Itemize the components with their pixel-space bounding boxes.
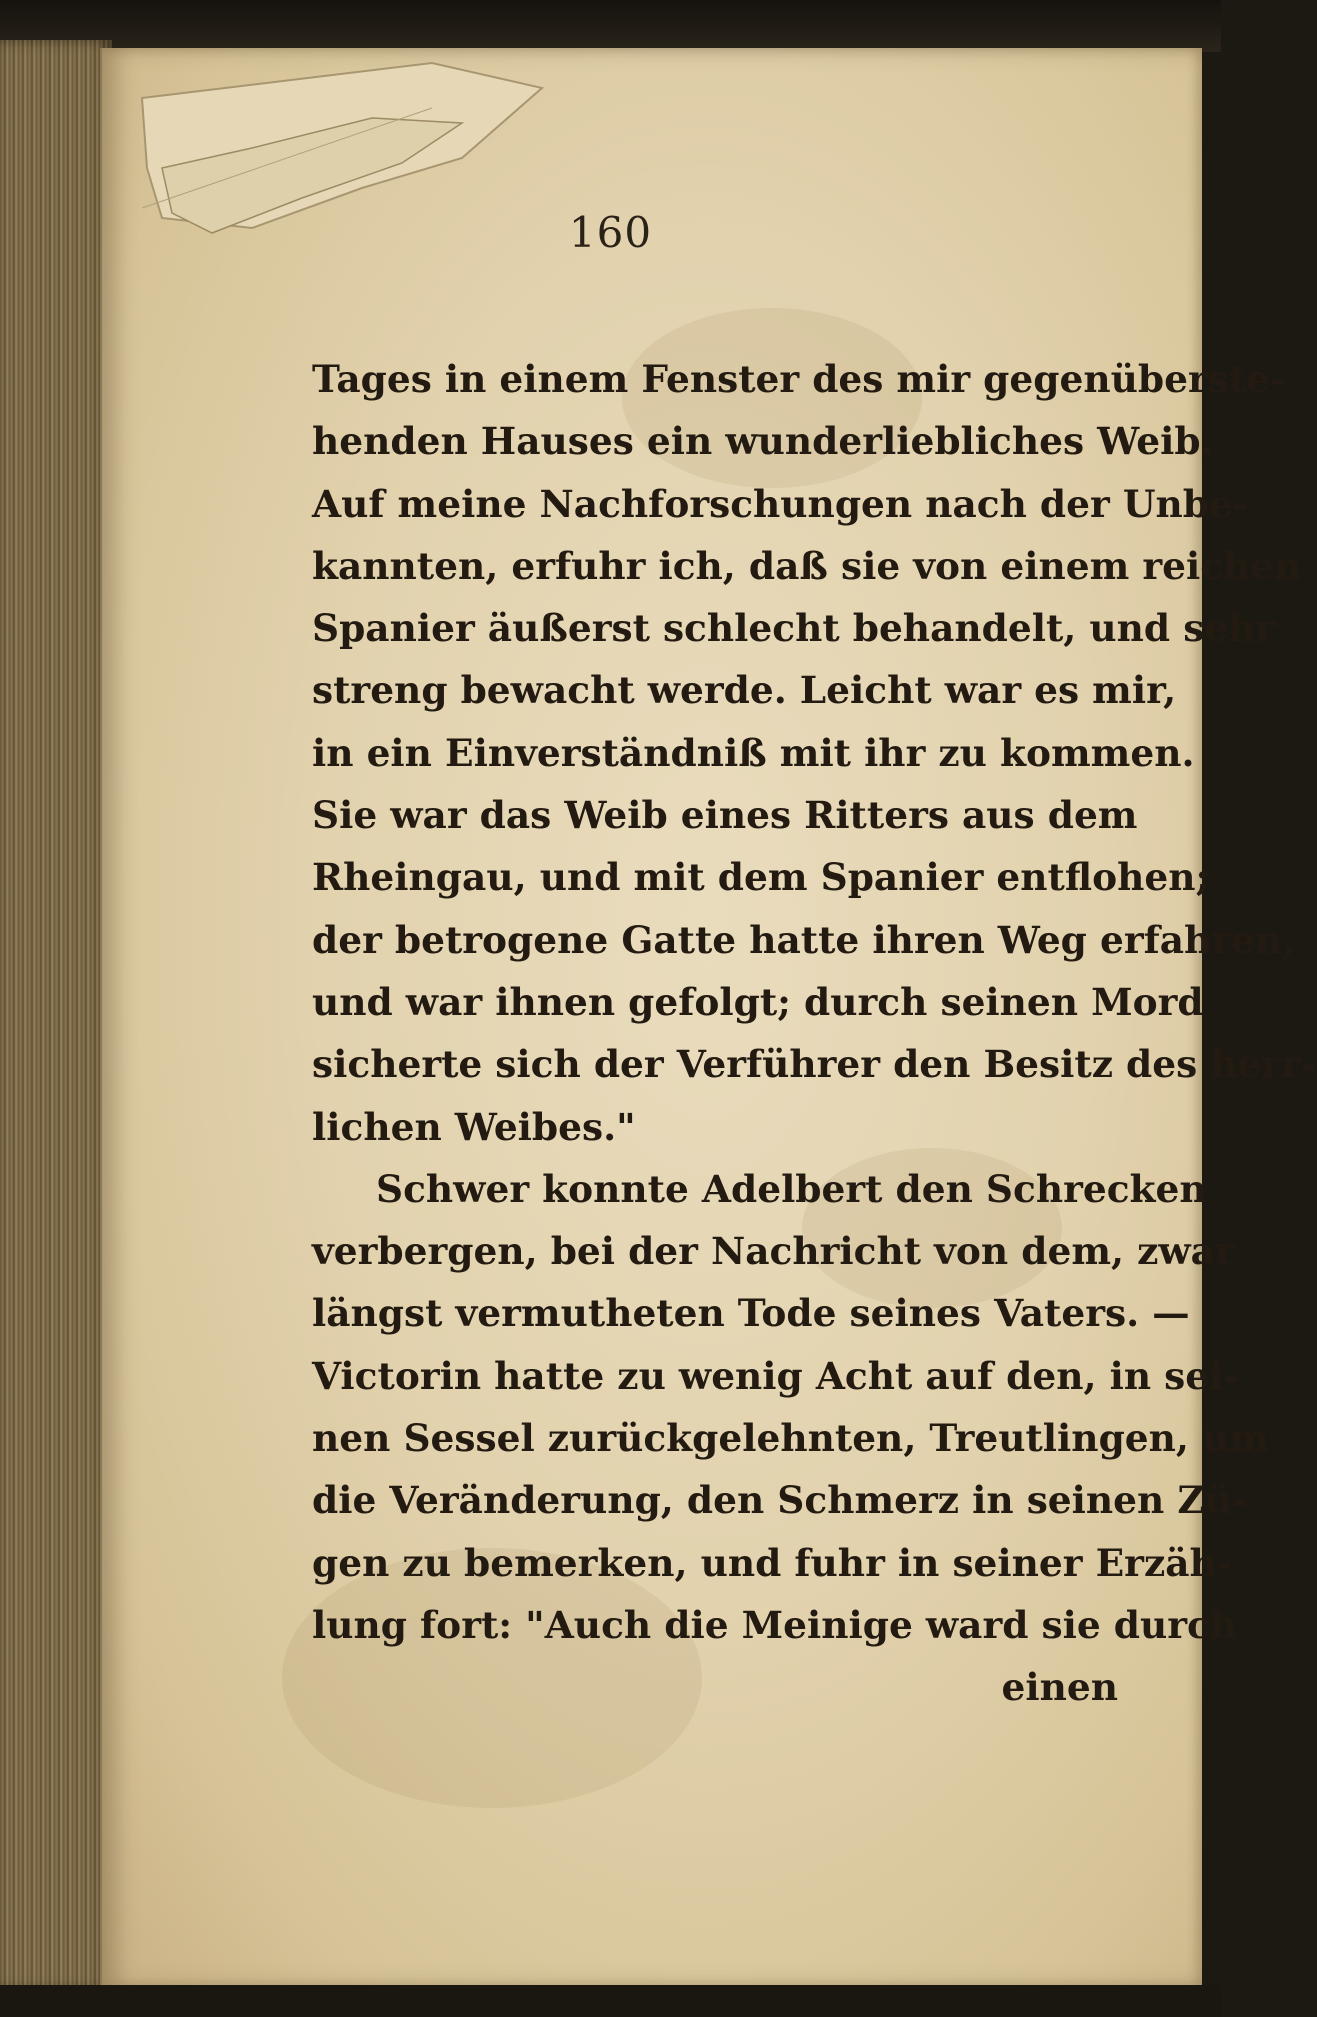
book-top-edge (0, 0, 1221, 52)
catchword: einen (1001, 1665, 1118, 1710)
text-line: Auf meine Nachforschungen nach der Unbe- (312, 481, 1249, 526)
text-line: kannten, erfuhr ich, daß sie von einem reichen (312, 543, 1302, 588)
text-line: und war ihnen gefolgt; durch seinen Mord (312, 979, 1204, 1024)
text-line: Rheingau, und mit dem Spanier entflohen; (312, 855, 1210, 900)
text-line: längst vermutheten Tode seines Vaters. — (312, 1291, 1190, 1336)
text-line: lung fort: "Auch die Meinige ward sie durch (312, 1602, 1238, 1647)
text-line: streng bewacht werde. Leicht war es mir, (312, 668, 1177, 713)
text-line: Victorin hatte zu wenig Acht auf den, in sei- (312, 1353, 1239, 1398)
page-stack-edge (0, 40, 112, 1990)
text-line: gen zu bemerken, und fuhr in seiner Erzäh- (312, 1540, 1233, 1585)
text-line: Schwer konnte Adelbert den Schrecken (376, 1166, 1207, 1211)
text-line: in ein Einverständniß mit ihr zu kommen. (312, 730, 1195, 775)
text-line: sicherte sich der Verführer den Besitz des herr- (312, 1042, 1317, 1087)
text-line: die Veränderung, den Schmerz in seinen Zü- (312, 1478, 1248, 1523)
text-line: Sie war das Weib eines Ritters aus dem (312, 793, 1138, 838)
page-number: 160 (568, 208, 653, 257)
text-line: verbergen, bei der Nachricht von dem, zwar (312, 1229, 1235, 1274)
text-line: Tages in einem Fenster des mir gegenüberste- (312, 357, 1286, 401)
text-line: lichen Weibes." (312, 1104, 636, 1149)
body-text (312, 348, 1317, 1719)
text-line: nen Sessel zurückgelehnten, Treutlingen, um (312, 1416, 1269, 1461)
book-bottom-edge (0, 1985, 1221, 2017)
text-line: Spanier äußerst schlecht behandelt, und sehr (312, 606, 1276, 651)
text-line: henden Hauses ein wunderliebliches Weib. (312, 419, 1214, 464)
text-line: der betrogene Gatte hatte ihren Weg erfahren, (312, 917, 1296, 962)
